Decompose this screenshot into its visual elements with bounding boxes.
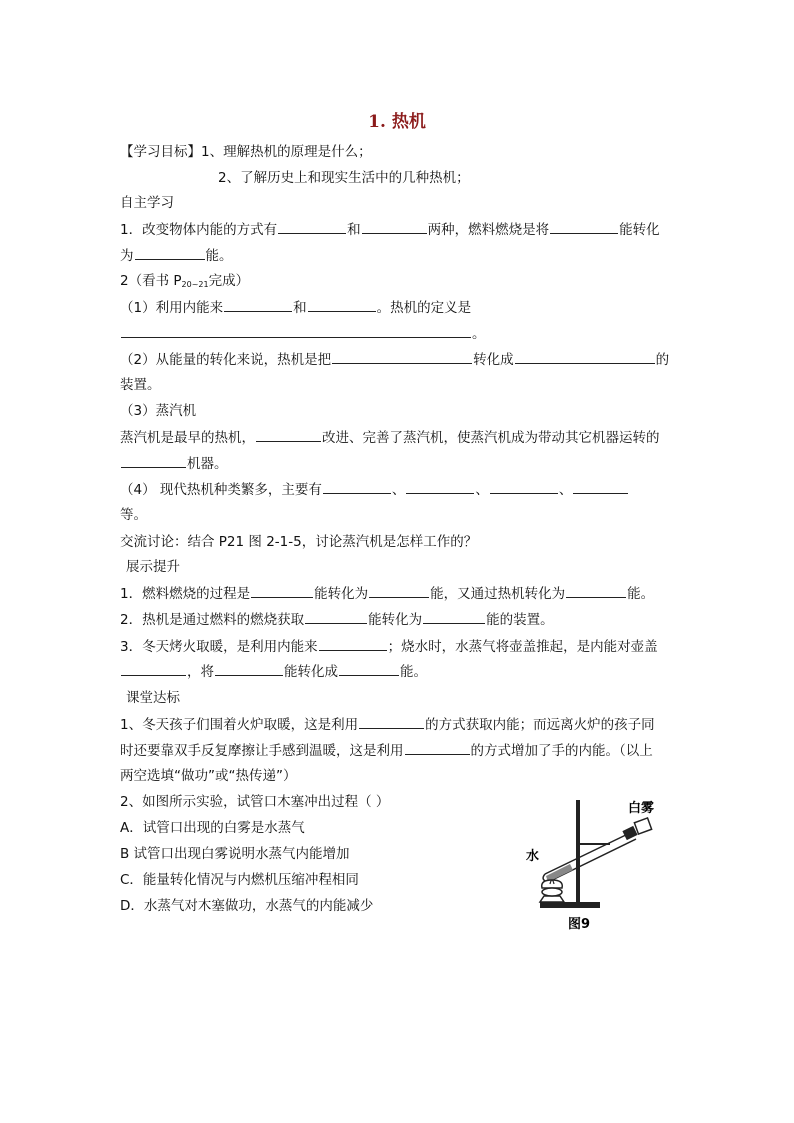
cork [622,826,637,840]
q1-text-d: 能转化 [619,222,660,238]
q2-p2-a: （2）从能量的转化来说，热机是把 [120,352,332,368]
class-q1-d: 的方式增加了手的内能。（以上 [470,743,653,759]
answer-blank[interactable] [550,219,618,234]
q2-part3-end [120,453,228,474]
class-heading: 课堂达标 [126,690,180,706]
answer-blank[interactable] [423,609,485,624]
show-q3-line-2 [120,661,427,682]
water-label: 水 [526,849,540,864]
answer-blank[interactable] [121,323,471,338]
answer-blank[interactable] [121,661,186,676]
show-q1-a: 1．燃料燃烧的过程是 [120,586,251,602]
option-c[interactable]: C．能量转化情况与内燃机压缩冲程相同 [120,872,359,888]
separator: 、 [391,482,406,498]
figure-caption: 图9 [568,917,591,932]
answer-blank[interactable] [308,297,376,312]
q2-part1-definition [120,323,486,344]
q2-part1 [120,297,471,318]
show-q3 [120,636,658,657]
answer-blank[interactable] [362,219,427,234]
class-q1-c: 时还要靠双手反复摩擦让手感到温暖，这是利用 [120,743,404,759]
q2-p1-a: （1）利用内能来 [120,300,224,316]
q2-head-sub: 20~21 [181,280,209,289]
show-q2 [120,609,554,630]
q2-p4-a: （4） 现代热机种类繁多，主要有 [120,482,322,498]
show-q3-c: ，将 [187,664,214,680]
test-tube-figure [520,792,670,932]
q2-p3-c: 机器。 [187,456,228,472]
q1-line-2 [120,245,233,266]
answer-blank[interactable] [323,479,391,494]
show-q3-d: 能转化成 [284,664,338,680]
alcohol-lamp [540,880,564,902]
show-q1-b: 能转化为 [314,586,369,602]
answer-blank[interactable] [566,583,626,598]
q1-text-c: 两种，燃料燃烧是将 [427,222,550,238]
test-tube [543,826,638,882]
q2-p1-b: 和 [293,300,307,316]
answer-blank[interactable] [573,479,628,494]
objective-2: 2、了解历史上和现实生活中的几种热机； [218,170,470,186]
q2-p3-b: 改进、完善了蒸汽机，使蒸汽机成为带动其它机器运转的 [322,430,660,446]
answer-blank[interactable] [121,453,186,468]
q2-part3-heading: （3）蒸汽机 [120,403,197,419]
q2-p2-b: 转化成 [473,352,514,368]
show-q1 [120,583,654,604]
page-title: 1. 热机 [368,112,426,132]
show-q1-d: 能。 [627,586,655,602]
answer-blank[interactable] [406,479,474,494]
show-q2-c: 能的装置。 [486,612,554,628]
separator: 、 [558,482,573,498]
q2-p3-a: 蒸汽机是最早的热机， [120,430,255,446]
q2-p1-c: 。热机的定义是 [376,300,472,316]
option-d[interactable]: D．水蒸气对木塞做功，水蒸气的内能减少 [120,898,374,914]
answer-blank[interactable] [359,714,424,729]
q2-part4-end: 等。 [120,507,147,523]
q1-text-e: 为 [120,248,134,264]
answer-blank[interactable] [224,297,292,312]
q2-part2-end: 装置。 [120,377,161,393]
show-q3-a: 3．冬天烤火取暖，是利用内能来 [120,639,318,655]
answer-blank[interactable] [332,349,472,364]
show-q3-e: 能。 [400,664,427,680]
class-q1-b: 的方式获取内能；而远离火炉的孩子同 [425,717,655,733]
self-study-heading: 自主学习 [120,195,174,211]
objectives-label: 【学习目标】 [120,144,201,160]
objective-1: 1、理解热机的原理是什么； [201,144,372,160]
q1-line-1 [120,219,660,240]
answer-blank[interactable] [305,609,367,624]
answer-blank[interactable] [490,479,558,494]
answer-blank[interactable] [135,245,205,260]
class-q1-line-2 [120,740,653,761]
stand-base [540,902,600,908]
class-q1-line-1 [120,714,655,735]
discussion: 交流讨论：结合 P21 图 2-1-5，讨论蒸汽机是怎样工作的？ [120,534,478,550]
class-q2: 2、如图所示实验，试管口木塞冲出过程（ ） [120,794,390,810]
q2-head-b: 完成） [208,273,250,289]
q2-part3 [120,427,660,448]
class-q1-line-3: 两空选填“做功”或“热传递”） [120,768,297,784]
q2-p2-c: 的 [655,352,670,368]
answer-blank[interactable] [215,661,283,676]
answer-blank[interactable] [251,583,313,598]
q2-part4 [120,479,629,500]
class-q1-a: 1、冬天孩子们围着火炉取暖，这是利用 [120,717,359,733]
answer-blank[interactable] [515,349,655,364]
option-a[interactable]: A．试管口出现的白雾是水蒸气 [120,820,305,836]
answer-blank[interactable] [405,740,470,755]
q1-text-f: 能。 [205,248,233,264]
show-q2-a: 2．热机是通过燃料的燃烧获取 [120,612,305,628]
answer-blank[interactable] [319,636,387,651]
q2-part2 [120,349,669,370]
show-q2-b: 能转化为 [368,612,423,628]
q1-text-b: 和 [347,222,361,238]
answer-blank[interactable] [339,661,399,676]
q2-p1-end: 。 [472,326,486,342]
answer-blank[interactable] [369,583,429,598]
answer-blank[interactable] [256,427,321,442]
show-q3-b: ；烧水时，水蒸气将壶盖推起，是内能对壶盖 [387,639,658,655]
answer-blank[interactable] [278,219,346,234]
separator: 、 [475,482,489,498]
q1-text-a: 1．改变物体内能的方式有 [120,222,278,238]
fog-label: 白雾 [628,801,655,816]
show-q1-c: 能，又通过热机转化为 [430,586,566,602]
q2-heading [120,271,249,295]
flying-cork [634,818,651,834]
stand-rod [576,800,580,904]
option-b[interactable]: B 试管口出现白雾说明水蒸气内能增加 [120,846,350,862]
objectives-line-1 [120,142,372,162]
show-heading: 展示提升 [126,559,180,575]
q2-head-a: 2（看书 P [120,273,182,289]
